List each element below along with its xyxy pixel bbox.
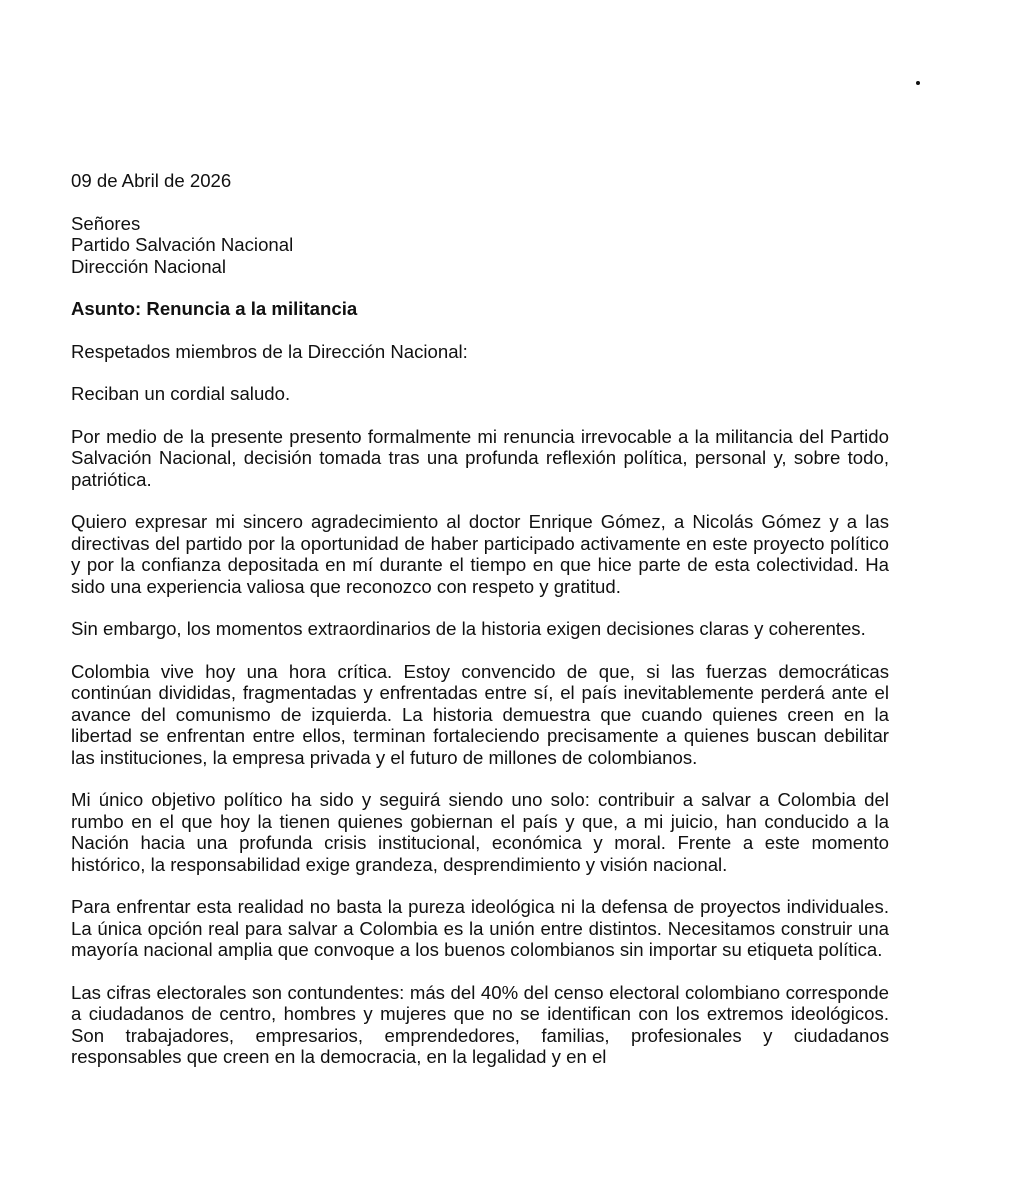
paragraph-electoral-figures: Las cifras electorales son contundentes: más del 40% del censo electoral colombiano corresponde a ciudadanos de centro, hombres y mujeres que no se identifican con los extremos ideológicos. Son trabajadores, empresarios, emprendedores, familias, profesionales y ciudadanos responsables que creen en la democracia, en la legalidad y en el [71, 981, 889, 1067]
letter-subject: Asunto: Renuncia a la militancia [71, 298, 358, 319]
paragraph-unity: Para enfrentar esta realidad no basta la pureza ideológica ni la defensa de proyectos individuales. La única opción real para salvar a Colombia es la unión entre distintos. Necesitamos construir una mayoría nacional amplia que convoque a los buenos colombianos sin importar su etiqueta política. [71, 896, 889, 960]
stray-dot-mark [916, 81, 920, 85]
recipient-line-2: Partido Salvación Nacional [71, 234, 294, 255]
letter-salutation: Reciban un cordial saludo. [71, 383, 291, 404]
paragraph-resignation: Por medio de la presente presento formalmente mi renuncia irrevocable a la militancia del Partido Salvación Nacional, decisión tomada tras una profunda reflexión política, personal y, sobre todo, patriótica. [71, 425, 889, 490]
letter-date: 09 de Abril de 2026 [71, 170, 232, 191]
paragraph-objective: Mi único objetivo político ha sido y seguirá siendo uno solo: contribuir a salvar a Colombia del rumbo en el que hoy la tienen quienes gobiernan el país y que, a mi juicio, han conducido a la Nación hacia una profunda crisis institucional, económica y moral. Frente a este momento histórico, la responsabilidad exige grandeza, desprendimiento y visión nacional. [71, 789, 889, 875]
letter-body [71, 170, 889, 1068]
recipient-line-3: Dirección Nacional [71, 255, 227, 277]
recipient-block [71, 213, 889, 278]
paragraph-decisions: Sin embargo, los momentos extraordinarios de la historia exigen decisiones claras y coherentes. [71, 618, 866, 639]
paragraph-gratitude: Quiero expresar mi sincero agradecimiento al doctor Enrique Gómez, a Nicolás Gómez y a las directivas del partido por la oportunidad de haber participado activamente en este proyecto político y por la confianza depositada en mí durante el tiempo en que hice parte de esta colectividad. Ha sido una experiencia valiosa que reconozco con respeto y gratitud. [71, 511, 889, 597]
recipient-line-1: Señores [71, 212, 141, 234]
paragraph-critical-hour: Colombia vive hoy una hora crítica. Estoy convencido de que, si las fuerzas democráticas continúan divididas, fragmentadas y enfrentadas entre sí, el país inevitablemente perderá ante el avance del comunismo de izquierda. La historia demuestra que cuando quienes creen en la libertad se enfrentan entre ellos, terminan fortaleciendo precisamente a quienes buscan debilitar las instituciones, la empresa privada y el futuro de millones de colombianos. [71, 660, 889, 768]
letter-greeting: Respetados miembros de la Dirección Nacional: [71, 340, 468, 362]
